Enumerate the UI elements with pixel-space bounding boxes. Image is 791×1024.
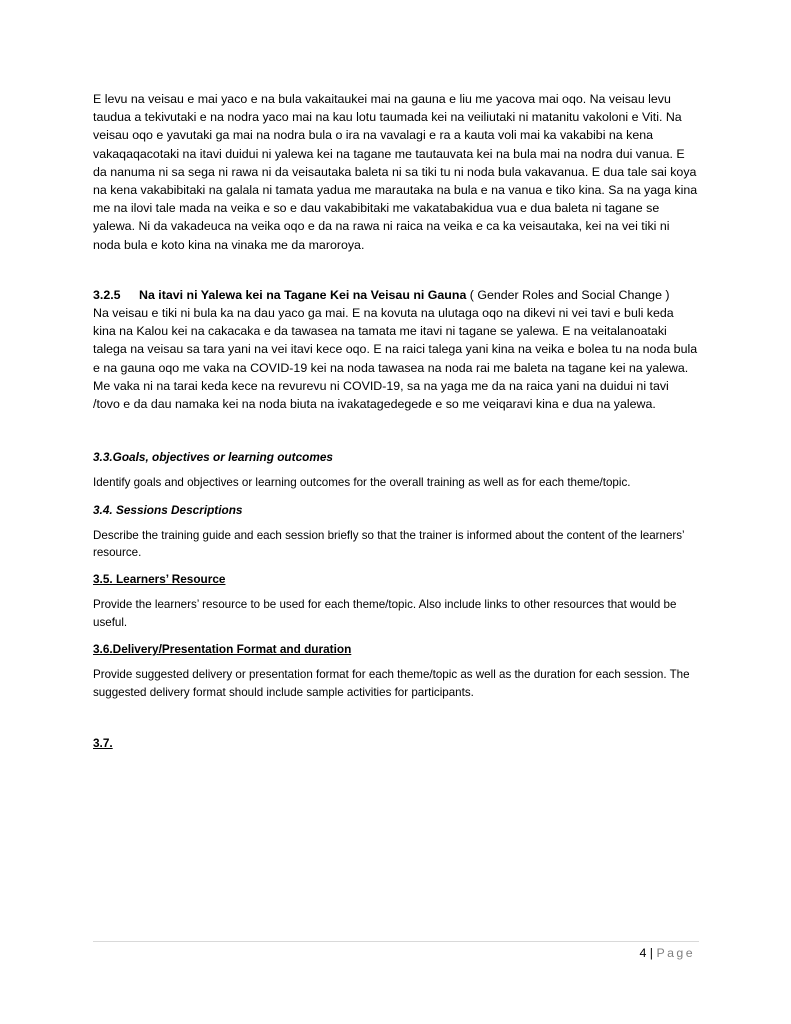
page-content: [93, 90, 699, 752]
footer-separator: |: [646, 946, 657, 960]
page-label: Page: [656, 946, 695, 960]
page-number: 4: [639, 946, 647, 960]
section-3-4-heading: 3.4. Sessions Descriptions: [93, 502, 243, 517]
footer-divider: [93, 941, 699, 942]
section-3-2-5-body: Na veisau e tiki ni bula ka na dau yaco ga mai. E na kovuta na ulutaga oqo na dikevi ni vei tavi e buli keda kina na Kalou kei na cakacaka e da tawasea na tamata me itavi ni tagane se yalewa. E na veitalanoataki talega na veisau sa tara yani na vei itavi kece oqo. E na raici talega yani kina na veika e bolea tu na noda bula e na gauna oqo me vaka na COVID-19 kei na noda tawasea na noda rai me baleta na tagane kei na yalewa. Me vaka ni na tarai keda kece na revurevu ni COVID-19, sa na yaga me da na raica yani na duidui ni tavi /tovo e da dau namaka kei na noda biuta na ivakatagedegede e so me veiqaravi kina e dua na yalewa.: [93, 306, 698, 412]
section-title-english: ( Gender Roles and Social Change ): [466, 287, 670, 302]
section-3-5-heading: 3.5. Learners’ Resource: [93, 572, 226, 587]
section-3-3-body: Identify goals and objectives or learning outcomes for the overall training as well as for each theme/topic.: [93, 476, 631, 490]
section-3-6-body: Provide suggested delivery or presentation format for each theme/topic as well as the duration for each session. The suggested delivery format should include sample activities for participants.: [93, 668, 690, 699]
section-title: [139, 286, 699, 304]
section-3-4-body: Describe the training guide and each session briefly so that the trainer is informed about the content of the learners’ resource.: [93, 528, 685, 560]
page-footer: [639, 944, 695, 962]
section-number: 3.2.5: [93, 287, 121, 302]
section-3-3-heading: 3.3.Goals, objectives or learning outcomes: [93, 450, 333, 465]
section-3-7-heading: 3.7.: [93, 736, 113, 751]
section-title-fijian: Na itavi ni Yalewa kei na Tagane Kei na Veisau ni Gauna: [139, 287, 467, 302]
section-3-5-body: Provide the learners’ resource to be used for each theme/topic. Also include links to other resources that would be useful.: [93, 598, 677, 629]
section-3-6-heading: 3.6.Delivery/Presentation Format and duration: [93, 642, 352, 657]
intro-paragraph: E levu na veisau e mai yaco e na bula vakaitaukei mai na gauna e liu me yacova mai oqo. Na veisau levu taudua a tekivutaki e na nodra yaco mai na kau lotu taumada kei na veiliutaki ni matanitu vakoloni e Viti. Na veisau oqo e yavutaki ga mai na nodra bula o ira na vavalagi e ra a kauta voli mai ka vakabibi na kena vakaqaqacotaki na itavi duidui ni yalewa kei na tagane me tautauvata kei na bula mai na nodra dui vanua. E da nanuma ni sa sega ni rawa ni da veisautaka baleta ni sa tiki tu ni noda bula vakavanua. E dua tale sai koya na kena vakabibitaki na galala ni tamata yadua me marautaka na bula e na vanua e tiko kina. Sa na yaga kina me na ilovi tale mada na veika e so e dau vakabibitaki me vakatabakidua vua e dua baleta ni tagane se yalewa. Ni da vakadeuca na veika oqo e da na rawa ni raica na veika e ca ka veisautaka, kei na vei tiki ni noda bula e koto kina na vinaka me da maroroya.: [93, 92, 698, 252]
section-3-2-5-heading: [93, 286, 699, 304]
